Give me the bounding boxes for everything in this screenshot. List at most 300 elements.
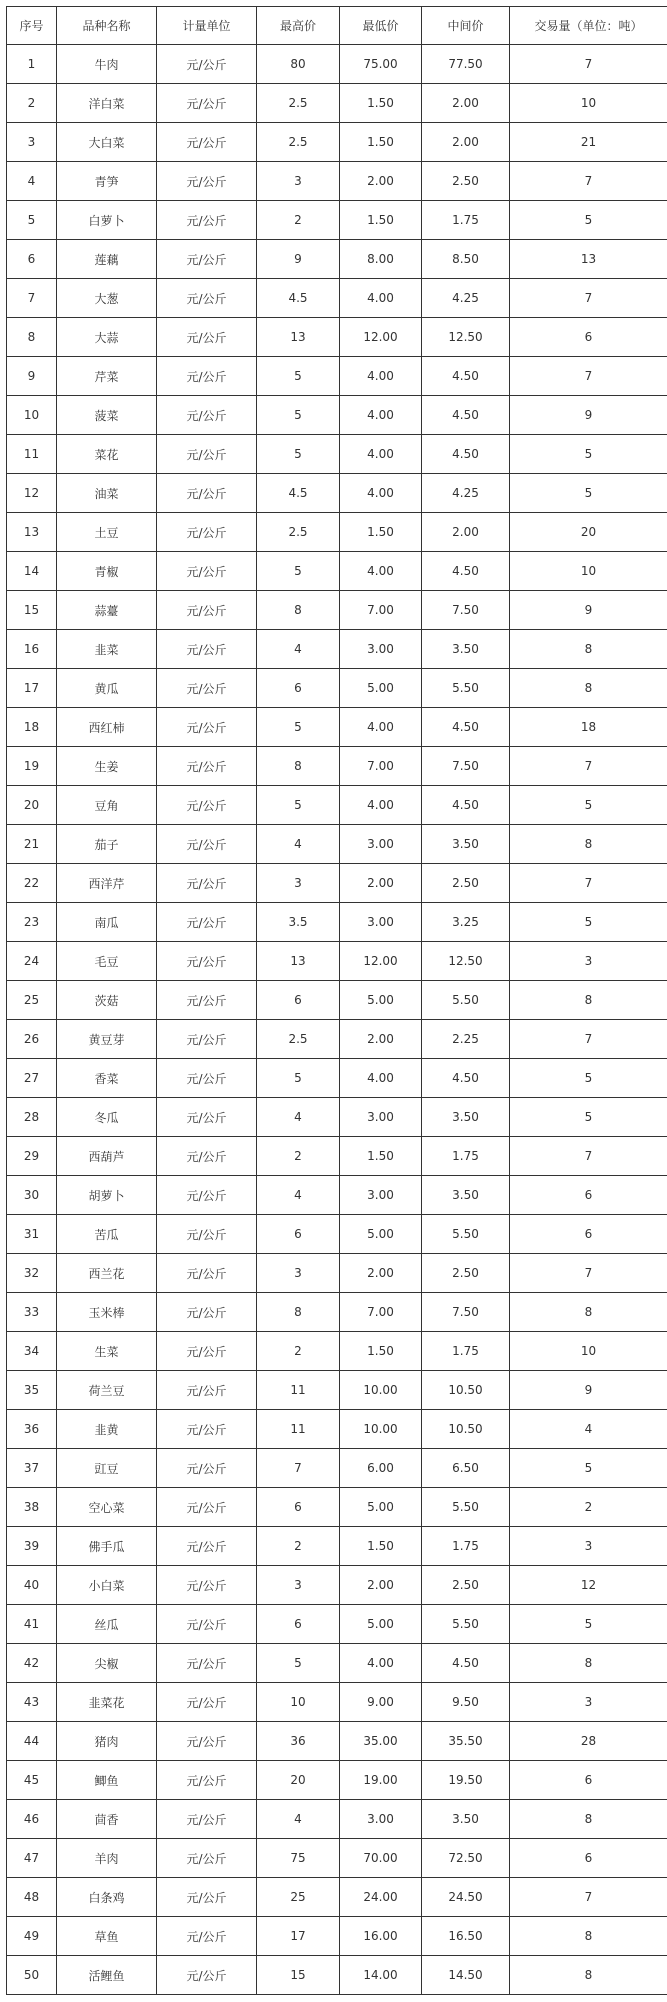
cell-highest-price: 4 [257,825,340,864]
cell-unit: 元/公斤 [157,1371,257,1410]
cell-middle-price: 1.75 [422,1332,510,1371]
cell-trade-volume: 9 [510,591,667,630]
cell-middle-price: 1.75 [422,201,510,240]
cell-lowest-price: 24.00 [340,1878,422,1917]
cell-highest-price: 5 [257,1644,340,1683]
cell-variety-name: 菠菜 [57,396,157,435]
cell-unit: 元/公斤 [157,474,257,513]
cell-trade-volume: 28 [510,1722,667,1761]
cell-variety-name: 韭菜花 [57,1683,157,1722]
cell-unit: 元/公斤 [157,1293,257,1332]
cell-index: 22 [7,864,57,903]
cell-index: 27 [7,1059,57,1098]
cell-highest-price: 75 [257,1839,340,1878]
cell-trade-volume: 2 [510,1488,667,1527]
cell-index: 2 [7,84,57,123]
table-row [7,1059,667,1098]
cell-trade-volume: 7 [510,864,667,903]
cell-highest-price: 3 [257,1254,340,1293]
cell-lowest-price: 1.50 [340,1332,422,1371]
cell-lowest-price: 2.00 [340,1020,422,1059]
cell-middle-price: 16.50 [422,1917,510,1956]
cell-highest-price: 8 [257,591,340,630]
cell-index: 43 [7,1683,57,1722]
cell-index: 26 [7,1020,57,1059]
cell-unit: 元/公斤 [157,1020,257,1059]
cell-highest-price: 4 [257,630,340,669]
cell-highest-price: 13 [257,318,340,357]
table-row [7,708,667,747]
header-middle-price: 中间价 [422,7,510,45]
cell-variety-name: 丝瓜 [57,1605,157,1644]
cell-middle-price: 4.50 [422,1644,510,1683]
cell-unit: 元/公斤 [157,1722,257,1761]
cell-middle-price: 12.50 [422,318,510,357]
table-row [7,1293,667,1332]
cell-index: 4 [7,162,57,201]
cell-trade-volume: 6 [510,1176,667,1215]
cell-unit: 元/公斤 [157,1137,257,1176]
cell-index: 1 [7,45,57,84]
cell-highest-price: 9 [257,240,340,279]
cell-trade-volume: 10 [510,552,667,591]
cell-trade-volume: 5 [510,1605,667,1644]
price-table [6,6,667,1995]
cell-highest-price: 13 [257,942,340,981]
cell-lowest-price: 3.00 [340,1176,422,1215]
cell-highest-price: 2 [257,1332,340,1371]
cell-unit: 元/公斤 [157,1644,257,1683]
cell-lowest-price: 5.00 [340,1605,422,1644]
cell-unit: 元/公斤 [157,162,257,201]
cell-trade-volume: 6 [510,1839,667,1878]
table-row [7,1956,667,1995]
cell-trade-volume: 8 [510,1956,667,1995]
cell-lowest-price: 1.50 [340,1527,422,1566]
cell-variety-name: 西洋芹 [57,864,157,903]
cell-variety-name: 西红柿 [57,708,157,747]
cell-unit: 元/公斤 [157,435,257,474]
table-row [7,1332,667,1371]
table-row [7,474,667,513]
cell-variety-name: 油菜 [57,474,157,513]
cell-highest-price: 2 [257,1137,340,1176]
cell-trade-volume: 8 [510,981,667,1020]
table-row [7,669,667,708]
cell-index: 33 [7,1293,57,1332]
cell-unit: 元/公斤 [157,630,257,669]
cell-unit: 元/公斤 [157,84,257,123]
cell-trade-volume: 7 [510,1878,667,1917]
cell-unit: 元/公斤 [157,1527,257,1566]
cell-unit: 元/公斤 [157,1098,257,1137]
cell-highest-price: 6 [257,1215,340,1254]
cell-lowest-price: 5.00 [340,1488,422,1527]
cell-trade-volume: 8 [510,825,667,864]
cell-index: 49 [7,1917,57,1956]
cell-variety-name: 活鲤鱼 [57,1956,157,1995]
cell-index: 39 [7,1527,57,1566]
cell-variety-name: 豆角 [57,786,157,825]
cell-index: 8 [7,318,57,357]
cell-highest-price: 7 [257,1449,340,1488]
cell-lowest-price: 6.00 [340,1449,422,1488]
table-row [7,1098,667,1137]
cell-highest-price: 25 [257,1878,340,1917]
cell-highest-price: 3 [257,162,340,201]
cell-highest-price: 80 [257,45,340,84]
header-row [7,7,667,45]
cell-highest-price: 4.5 [257,474,340,513]
cell-variety-name: 苦瓜 [57,1215,157,1254]
cell-middle-price: 3.50 [422,825,510,864]
cell-index: 36 [7,1410,57,1449]
table-row [7,84,667,123]
cell-trade-volume: 5 [510,786,667,825]
cell-highest-price: 4 [257,1176,340,1215]
table-row [7,1683,667,1722]
cell-index: 34 [7,1332,57,1371]
cell-lowest-price: 4.00 [340,552,422,591]
cell-middle-price: 4.50 [422,1059,510,1098]
cell-trade-volume: 8 [510,630,667,669]
cell-index: 31 [7,1215,57,1254]
table-row [7,591,667,630]
cell-lowest-price: 2.00 [340,162,422,201]
cell-middle-price: 1.75 [422,1137,510,1176]
cell-lowest-price: 12.00 [340,318,422,357]
cell-trade-volume: 7 [510,1020,667,1059]
cell-variety-name: 大白菜 [57,123,157,162]
table-row [7,1371,667,1410]
cell-lowest-price: 10.00 [340,1371,422,1410]
cell-trade-volume: 7 [510,162,667,201]
cell-variety-name: 西兰花 [57,1254,157,1293]
table-row [7,903,667,942]
table-header [7,7,667,45]
cell-unit: 元/公斤 [157,1215,257,1254]
cell-variety-name: 牛肉 [57,45,157,84]
table-row [7,162,667,201]
cell-trade-volume: 7 [510,279,667,318]
cell-middle-price: 77.50 [422,45,510,84]
cell-middle-price: 5.50 [422,669,510,708]
cell-middle-price: 4.50 [422,708,510,747]
cell-unit: 元/公斤 [157,1449,257,1488]
cell-highest-price: 5 [257,435,340,474]
cell-highest-price: 6 [257,669,340,708]
table-row [7,435,667,474]
cell-variety-name: 南瓜 [57,903,157,942]
cell-index: 35 [7,1371,57,1410]
cell-trade-volume: 20 [510,513,667,552]
cell-highest-price: 2.5 [257,123,340,162]
cell-variety-name: 菜花 [57,435,157,474]
cell-variety-name: 大葱 [57,279,157,318]
cell-highest-price: 20 [257,1761,340,1800]
cell-variety-name: 大蒜 [57,318,157,357]
cell-highest-price: 11 [257,1371,340,1410]
cell-lowest-price: 4.00 [340,1644,422,1683]
cell-lowest-price: 4.00 [340,474,422,513]
cell-trade-volume: 8 [510,669,667,708]
cell-highest-price: 4 [257,1800,340,1839]
cell-index: 12 [7,474,57,513]
cell-lowest-price: 8.00 [340,240,422,279]
cell-lowest-price: 75.00 [340,45,422,84]
cell-highest-price: 5 [257,552,340,591]
cell-lowest-price: 5.00 [340,1215,422,1254]
cell-index: 50 [7,1956,57,1995]
cell-unit: 元/公斤 [157,825,257,864]
cell-lowest-price: 1.50 [340,513,422,552]
cell-highest-price: 6 [257,1488,340,1527]
table-row [7,981,667,1020]
cell-middle-price: 4.25 [422,474,510,513]
cell-middle-price: 2.00 [422,513,510,552]
cell-highest-price: 3 [257,1566,340,1605]
cell-variety-name: 空心菜 [57,1488,157,1527]
cell-unit: 元/公斤 [157,1956,257,1995]
cell-trade-volume: 5 [510,201,667,240]
table-row [7,1839,667,1878]
cell-middle-price: 2.00 [422,123,510,162]
cell-middle-price: 7.50 [422,747,510,786]
cell-lowest-price: 10.00 [340,1410,422,1449]
table-row [7,747,667,786]
cell-trade-volume: 5 [510,474,667,513]
table-row [7,318,667,357]
cell-index: 16 [7,630,57,669]
cell-unit: 元/公斤 [157,747,257,786]
cell-trade-volume: 9 [510,1371,667,1410]
cell-unit: 元/公斤 [157,1332,257,1371]
cell-lowest-price: 3.00 [340,1098,422,1137]
cell-lowest-price: 2.00 [340,1254,422,1293]
table-row [7,45,667,84]
cell-middle-price: 4.50 [422,435,510,474]
cell-highest-price: 2 [257,1527,340,1566]
table-row [7,1917,667,1956]
cell-unit: 元/公斤 [157,123,257,162]
cell-variety-name: 韭黄 [57,1410,157,1449]
cell-variety-name: 胡萝卜 [57,1176,157,1215]
table-row [7,201,667,240]
table-row [7,357,667,396]
cell-unit: 元/公斤 [157,1176,257,1215]
cell-unit: 元/公斤 [157,981,257,1020]
table-row [7,1527,667,1566]
cell-highest-price: 8 [257,747,340,786]
cell-trade-volume: 7 [510,747,667,786]
cell-trade-volume: 13 [510,240,667,279]
cell-trade-volume: 5 [510,903,667,942]
cell-variety-name: 莲藕 [57,240,157,279]
cell-lowest-price: 7.00 [340,747,422,786]
cell-unit: 元/公斤 [157,396,257,435]
cell-unit: 元/公斤 [157,513,257,552]
cell-trade-volume: 7 [510,1137,667,1176]
cell-index: 24 [7,942,57,981]
table-row [7,552,667,591]
table-row [7,1020,667,1059]
cell-variety-name: 豇豆 [57,1449,157,1488]
cell-trade-volume: 9 [510,396,667,435]
cell-variety-name: 香菜 [57,1059,157,1098]
cell-unit: 元/公斤 [157,45,257,84]
cell-index: 30 [7,1176,57,1215]
table-row [7,279,667,318]
cell-unit: 元/公斤 [157,786,257,825]
cell-middle-price: 2.50 [422,864,510,903]
table-row [7,1722,667,1761]
table-row [7,123,667,162]
cell-trade-volume: 7 [510,357,667,396]
cell-variety-name: 青椒 [57,552,157,591]
cell-lowest-price: 4.00 [340,1059,422,1098]
cell-index: 47 [7,1839,57,1878]
table-row [7,1215,667,1254]
cell-middle-price: 8.50 [422,240,510,279]
cell-index: 5 [7,201,57,240]
cell-variety-name: 猪肉 [57,1722,157,1761]
cell-middle-price: 35.50 [422,1722,510,1761]
cell-middle-price: 2.50 [422,1566,510,1605]
cell-highest-price: 4.5 [257,279,340,318]
cell-lowest-price: 1.50 [340,123,422,162]
table-row [7,1761,667,1800]
cell-trade-volume: 12 [510,1566,667,1605]
cell-variety-name: 黄瓜 [57,669,157,708]
cell-trade-volume: 6 [510,318,667,357]
cell-middle-price: 2.50 [422,162,510,201]
cell-index: 23 [7,903,57,942]
cell-index: 17 [7,669,57,708]
cell-trade-volume: 18 [510,708,667,747]
cell-highest-price: 5 [257,708,340,747]
table-row [7,864,667,903]
table-row [7,786,667,825]
cell-unit: 元/公斤 [157,1917,257,1956]
cell-trade-volume: 3 [510,1527,667,1566]
cell-index: 40 [7,1566,57,1605]
cell-variety-name: 佛手瓜 [57,1527,157,1566]
cell-highest-price: 5 [257,786,340,825]
cell-middle-price: 4.25 [422,279,510,318]
cell-unit: 元/公斤 [157,1254,257,1293]
cell-variety-name: 羊肉 [57,1839,157,1878]
cell-lowest-price: 9.00 [340,1683,422,1722]
cell-lowest-price: 2.00 [340,864,422,903]
cell-unit: 元/公斤 [157,279,257,318]
cell-unit: 元/公斤 [157,1488,257,1527]
cell-lowest-price: 1.50 [340,1137,422,1176]
cell-unit: 元/公斤 [157,708,257,747]
table-row [7,1800,667,1839]
cell-index: 45 [7,1761,57,1800]
cell-index: 48 [7,1878,57,1917]
cell-index: 32 [7,1254,57,1293]
cell-middle-price: 4.50 [422,786,510,825]
cell-middle-price: 7.50 [422,1293,510,1332]
cell-index: 3 [7,123,57,162]
cell-middle-price: 19.50 [422,1761,510,1800]
cell-unit: 元/公斤 [157,1800,257,1839]
header-highest-price: 最高价 [257,7,340,45]
cell-variety-name: 西葫芦 [57,1137,157,1176]
cell-highest-price: 11 [257,1410,340,1449]
cell-unit: 元/公斤 [157,942,257,981]
cell-lowest-price: 2.00 [340,1566,422,1605]
cell-trade-volume: 4 [510,1410,667,1449]
cell-lowest-price: 3.00 [340,903,422,942]
cell-unit: 元/公斤 [157,1683,257,1722]
cell-lowest-price: 4.00 [340,396,422,435]
cell-trade-volume: 3 [510,942,667,981]
cell-lowest-price: 14.00 [340,1956,422,1995]
cell-lowest-price: 7.00 [340,591,422,630]
cell-highest-price: 15 [257,1956,340,1995]
cell-highest-price: 5 [257,357,340,396]
cell-trade-volume: 8 [510,1644,667,1683]
cell-middle-price: 5.50 [422,981,510,1020]
cell-variety-name: 芹菜 [57,357,157,396]
cell-index: 28 [7,1098,57,1137]
cell-index: 42 [7,1644,57,1683]
cell-middle-price: 3.25 [422,903,510,942]
cell-middle-price: 2.25 [422,1020,510,1059]
header-variety-name: 品种名称 [57,7,157,45]
table-row [7,1566,667,1605]
cell-variety-name: 冬瓜 [57,1098,157,1137]
cell-middle-price: 3.50 [422,1176,510,1215]
cell-index: 37 [7,1449,57,1488]
cell-index: 9 [7,357,57,396]
table-row [7,513,667,552]
cell-unit: 元/公斤 [157,1059,257,1098]
header-lowest-price: 最低价 [340,7,422,45]
cell-middle-price: 12.50 [422,942,510,981]
cell-lowest-price: 3.00 [340,825,422,864]
cell-highest-price: 6 [257,981,340,1020]
cell-variety-name: 黄豆芽 [57,1020,157,1059]
cell-trade-volume: 3 [510,1683,667,1722]
cell-highest-price: 2.5 [257,1020,340,1059]
cell-lowest-price: 4.00 [340,357,422,396]
cell-lowest-price: 5.00 [340,981,422,1020]
cell-index: 18 [7,708,57,747]
cell-variety-name: 玉米棒 [57,1293,157,1332]
table-row [7,630,667,669]
table-row [7,1410,667,1449]
cell-lowest-price: 12.00 [340,942,422,981]
cell-lowest-price: 19.00 [340,1761,422,1800]
cell-variety-name: 小白菜 [57,1566,157,1605]
cell-trade-volume: 5 [510,1098,667,1137]
cell-lowest-price: 3.00 [340,630,422,669]
cell-index: 46 [7,1800,57,1839]
cell-index: 21 [7,825,57,864]
cell-lowest-price: 3.00 [340,1800,422,1839]
table-body [7,45,667,1995]
cell-variety-name: 青笋 [57,162,157,201]
cell-trade-volume: 10 [510,1332,667,1371]
cell-lowest-price: 16.00 [340,1917,422,1956]
cell-trade-volume: 8 [510,1800,667,1839]
cell-highest-price: 3.5 [257,903,340,942]
cell-highest-price: 4 [257,1098,340,1137]
table-row [7,825,667,864]
